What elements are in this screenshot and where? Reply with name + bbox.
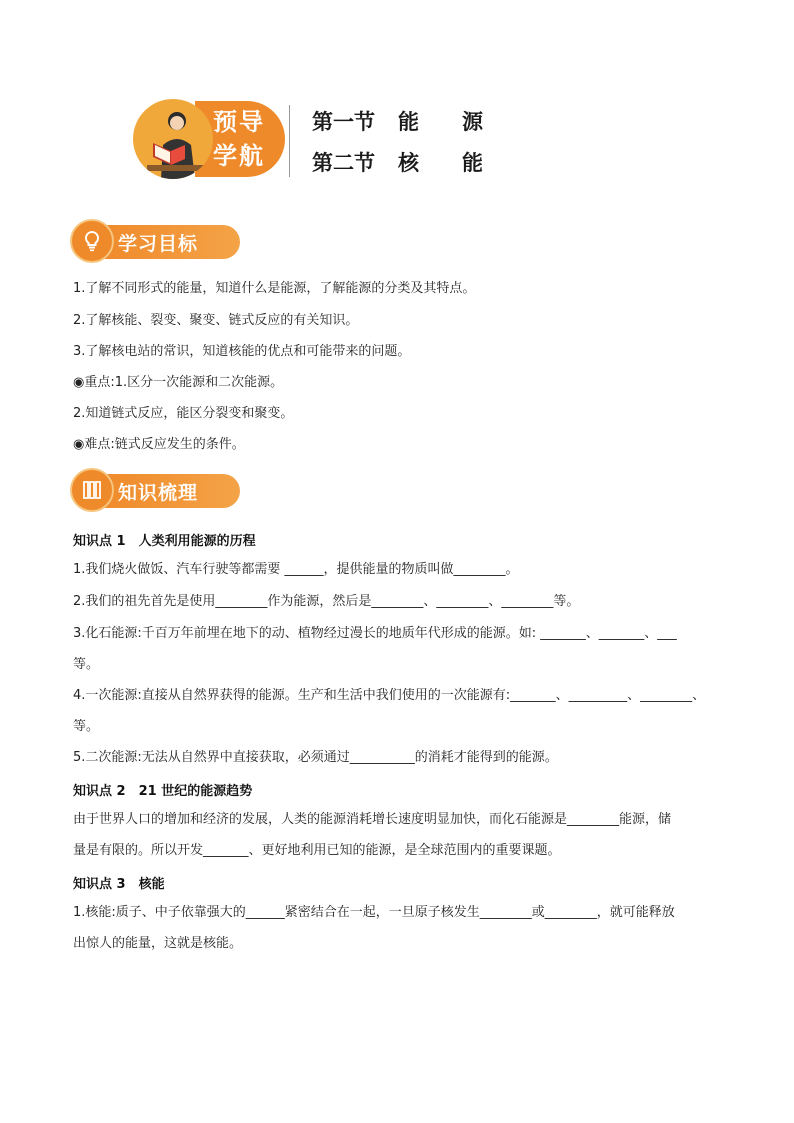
goal-item-1: 1.了解不同形式的能量，知道什么是能源，了解能源的分类及其特点。 (73, 281, 476, 296)
books-icon (70, 468, 114, 512)
title-one-word1: 能 (398, 109, 419, 134)
knowledge-point-3-title: 知识点 3 核能 (73, 877, 165, 892)
kp1-line-3: 3.化石能源:千百万年前埋在地下的动、植物经过漫长的地质年代形成的能源。如: _______、_______、___ (73, 626, 677, 641)
title-section-one (312, 106, 492, 132)
kp1-line-5: 5.二次能源:无法从自然界中直接获取，必须通过__________的消耗才能得到的能源。 (73, 750, 558, 765)
goal-item-2: 2.了解核能、裂变、聚变、链式反应的有关知识。 (73, 313, 359, 328)
section-knowledge-pill (100, 474, 240, 508)
section-goals-pill (100, 225, 240, 259)
goal-key-point: ◉重点:1.区分一次能源和二次能源。 (73, 375, 284, 390)
kp1-line-1: 1.我们烧火做饭、汽车行驶等都需要 ______，提供能量的物质叫做________。 (73, 562, 519, 577)
title-two-word1: 核 (398, 150, 419, 175)
guide-tag-line2: 学航 (213, 142, 265, 170)
kp2-line-2: 量是有限的。所以开发_______、更好地利用已知的能源，是全球范围内的重要课题。 (73, 843, 561, 858)
title-two-number: 第二节 (312, 150, 375, 175)
section-goals-header (70, 219, 250, 265)
goal-difficult-point: ◉难点:链式反应发生的条件。 (73, 437, 245, 452)
kp1-line-4-cont: 等。 (73, 719, 100, 734)
guide-tag-line1: 预导 (213, 108, 265, 136)
goal-item-3: 3.了解核电站的常识，知道核能的优点和可能带来的问题。 (73, 344, 411, 359)
title-one-word2: 源 (462, 109, 483, 134)
title-one-number: 第一节 (312, 109, 375, 134)
title-two-word2: 能 (462, 150, 483, 175)
kp3-line-2: 出惊人的能量，这就是核能。 (73, 936, 243, 951)
kp1-line-3-cont: 等。 (73, 657, 100, 672)
reading-person-icon (133, 99, 213, 179)
section-knowledge-header (70, 468, 250, 514)
kp2-line-1: 由于世界人口的增加和经济的发展，人类的能源消耗增长速度明显加快，而化石能源是________能源，储 (73, 812, 672, 827)
title-divider (289, 105, 290, 177)
kp3-line-1: 1.核能:质子、中子依靠强大的______紧密结合在一起，一旦原子核发生________或________，就可能释放 (73, 905, 675, 920)
section-goals-label: 学习目标 (118, 233, 199, 255)
title-section-two (312, 147, 492, 173)
kp1-line-4: 4.一次能源:直接从自然界获得的能源。生产和生活中我们使用的一次能源有:_______、_________、________、 (73, 688, 706, 703)
guide-banner (133, 99, 285, 181)
knowledge-point-1-title: 知识点 1 人类利用能源的历程 (73, 534, 256, 549)
goal-key-point-2: 2.知道链式反应，能区分裂变和聚变。 (73, 406, 294, 421)
knowledge-point-2-title: 知识点 2 21 世纪的能源趋势 (73, 784, 253, 799)
kp1-line-2: 2.我们的祖先首先是使用________作为能源，然后是________、________、________等。 (73, 594, 580, 609)
section-knowledge-label: 知识梳理 (118, 482, 199, 504)
lightbulb-icon (70, 219, 114, 263)
